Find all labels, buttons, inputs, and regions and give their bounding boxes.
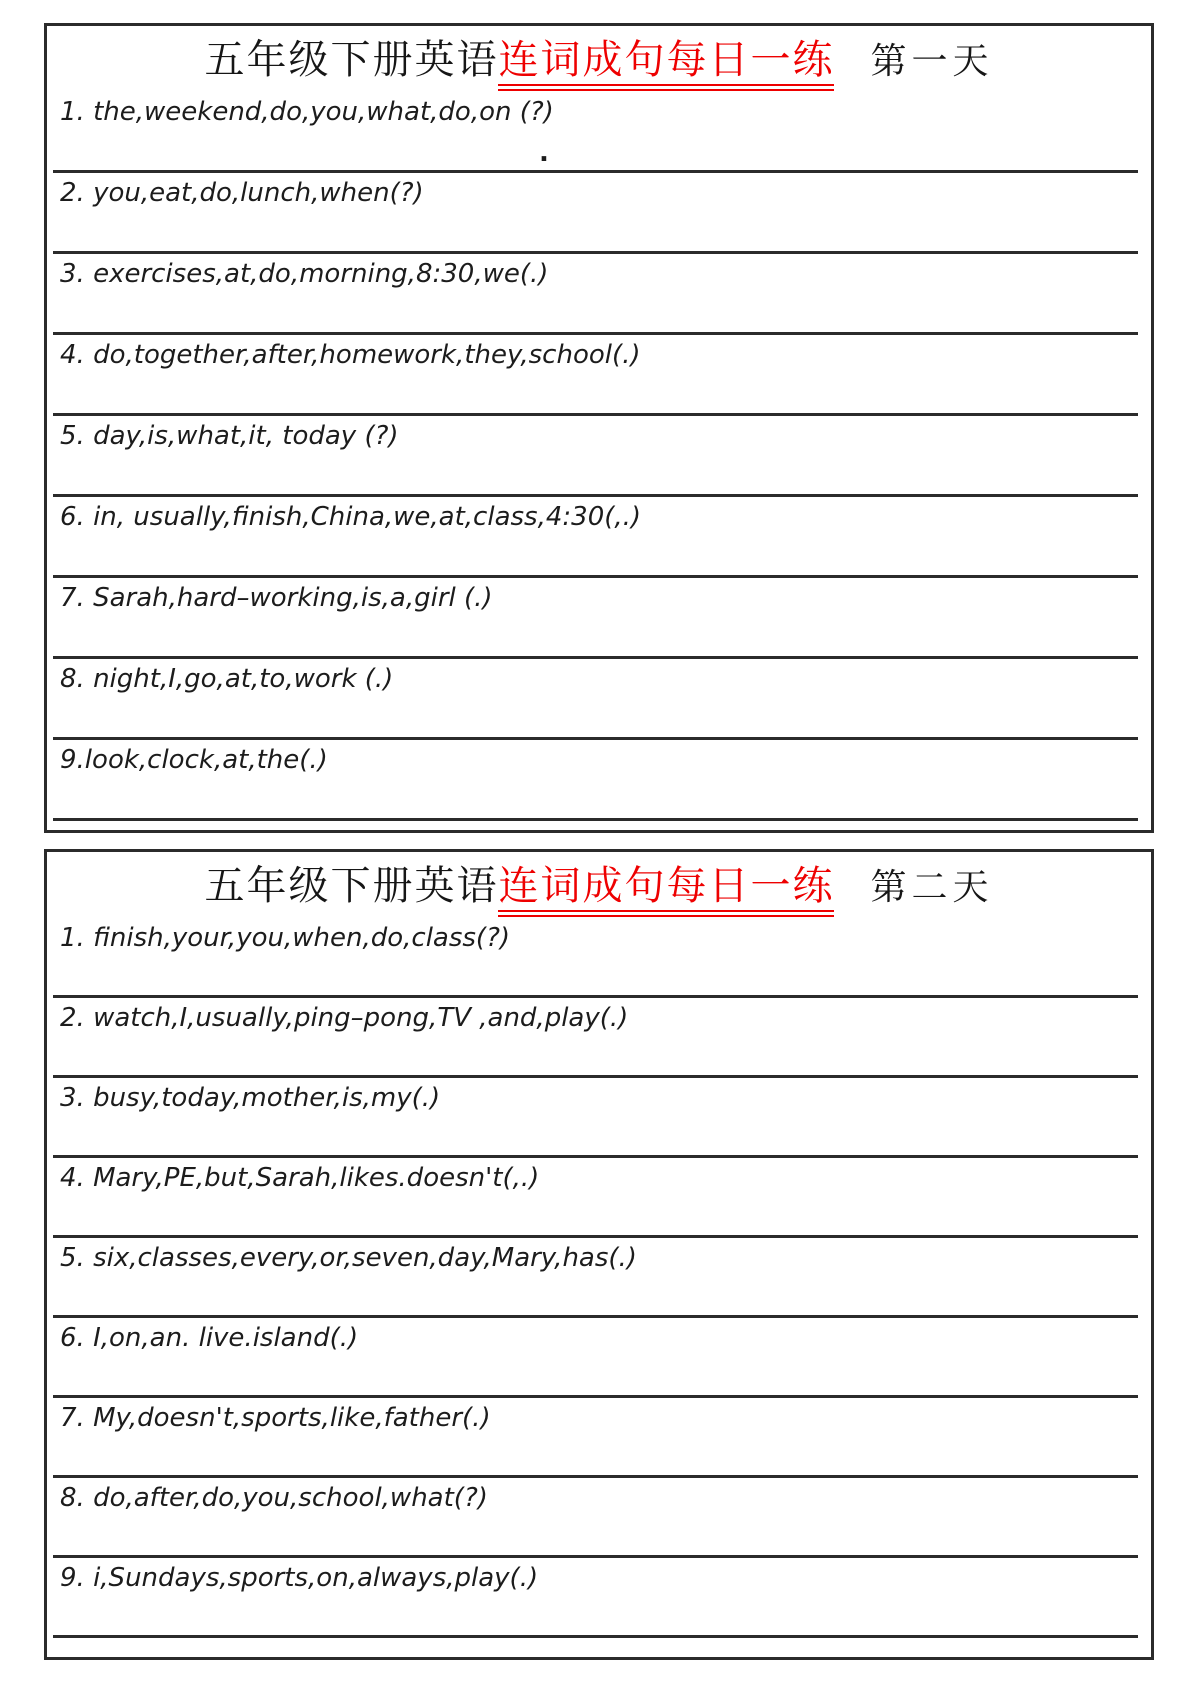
question-item	[47, 1003, 1151, 1083]
question-item	[47, 664, 1151, 745]
question-item	[47, 583, 1151, 664]
question-text: 5. six,classes,every,or,seven,day,Mary,has(.)	[60, 1244, 637, 1273]
answer-line	[53, 251, 1138, 254]
title-day-label: 第一天	[870, 41, 994, 82]
answer-line	[53, 494, 1138, 497]
question-text: 9.look,clock,at,the(.)	[60, 746, 328, 775]
title-grade-text: 五年级下册英语	[204, 37, 499, 83]
answer-line	[53, 1155, 1138, 1158]
question-text: 1. the,weekend,do,you,what,do,on (?)	[60, 98, 554, 127]
question-item	[47, 1083, 1151, 1163]
question-text: 3. busy,today,mother,is,my(.)	[60, 1084, 441, 1113]
question-item	[47, 1163, 1151, 1243]
question-item	[47, 1323, 1151, 1403]
question-item	[47, 97, 1151, 178]
stray-period: .	[539, 138, 549, 168]
question-item	[47, 1483, 1151, 1563]
title-grade-text: 五年级下册英语	[204, 863, 499, 909]
question-item	[47, 259, 1151, 340]
question-text: 7. My,doesn't,sports,like,father(.)	[60, 1404, 491, 1433]
answer-line	[53, 413, 1138, 416]
question-item	[47, 502, 1151, 583]
question-item	[47, 923, 1151, 1003]
question-item	[47, 1243, 1151, 1323]
question-text: 2. you,eat,do,lunch,when(?)	[60, 179, 424, 208]
question-text: 4. Mary,PE,but,Sarah,likes.doesn't(,.)	[60, 1164, 540, 1193]
title-highlight-red: 连词成句每日一练	[498, 863, 834, 917]
answer-line	[53, 1635, 1138, 1638]
question-text: 7. Sarah,hard–working,is,a,girl (.)	[60, 584, 493, 613]
answer-line	[53, 170, 1138, 173]
question-item	[47, 1403, 1151, 1483]
title-day-label: 第二天	[870, 867, 994, 908]
question-list	[47, 97, 1151, 826]
question-text: 9. i,Sundays,sports,on,always,play(.)	[60, 1564, 539, 1593]
question-text: 8. do,after,do,you,school,what(?)	[60, 1484, 488, 1513]
answer-line	[53, 1315, 1138, 1318]
question-item	[47, 421, 1151, 502]
question-text: 3. exercises,at,do,morning,8:30,we(.)	[60, 260, 549, 289]
title-highlight-red: 连词成句每日一练	[498, 37, 834, 91]
question-item	[47, 340, 1151, 421]
answer-line	[53, 1555, 1138, 1558]
answer-line	[53, 995, 1138, 998]
answer-line	[53, 332, 1138, 335]
question-item	[47, 1563, 1151, 1643]
question-text: 4. do,together,after,homework,they,school(.)	[60, 341, 641, 370]
worksheet-box-day1	[44, 23, 1154, 833]
answer-line	[53, 1475, 1138, 1478]
question-text: 1. finish,your,you,when,do,class(?)	[60, 924, 511, 953]
answer-line	[53, 1235, 1138, 1238]
worksheet-title	[47, 36, 1151, 84]
answer-line	[53, 575, 1138, 578]
question-text: 2. watch,I,usually,ping–pong,TV ,and,play(.)	[60, 1004, 629, 1033]
question-item	[47, 745, 1151, 826]
question-text: 6. in, usually,finish,China,we,at,class,4:30(,.)	[60, 503, 642, 532]
question-text: 8. night,I,go,at,to,work (.)	[60, 665, 394, 694]
question-item	[47, 178, 1151, 259]
answer-line	[53, 1075, 1138, 1078]
question-text: 6. I,on,an. live.island(.)	[60, 1324, 359, 1353]
answer-line	[53, 818, 1138, 821]
worksheet-title	[47, 862, 1151, 910]
answer-line	[53, 1395, 1138, 1398]
answer-line	[53, 737, 1138, 740]
answer-line	[53, 656, 1138, 659]
question-list	[47, 923, 1151, 1643]
question-text: 5. day,is,what,it, today (?)	[60, 422, 399, 451]
worksheet-box-day2	[44, 849, 1154, 1660]
